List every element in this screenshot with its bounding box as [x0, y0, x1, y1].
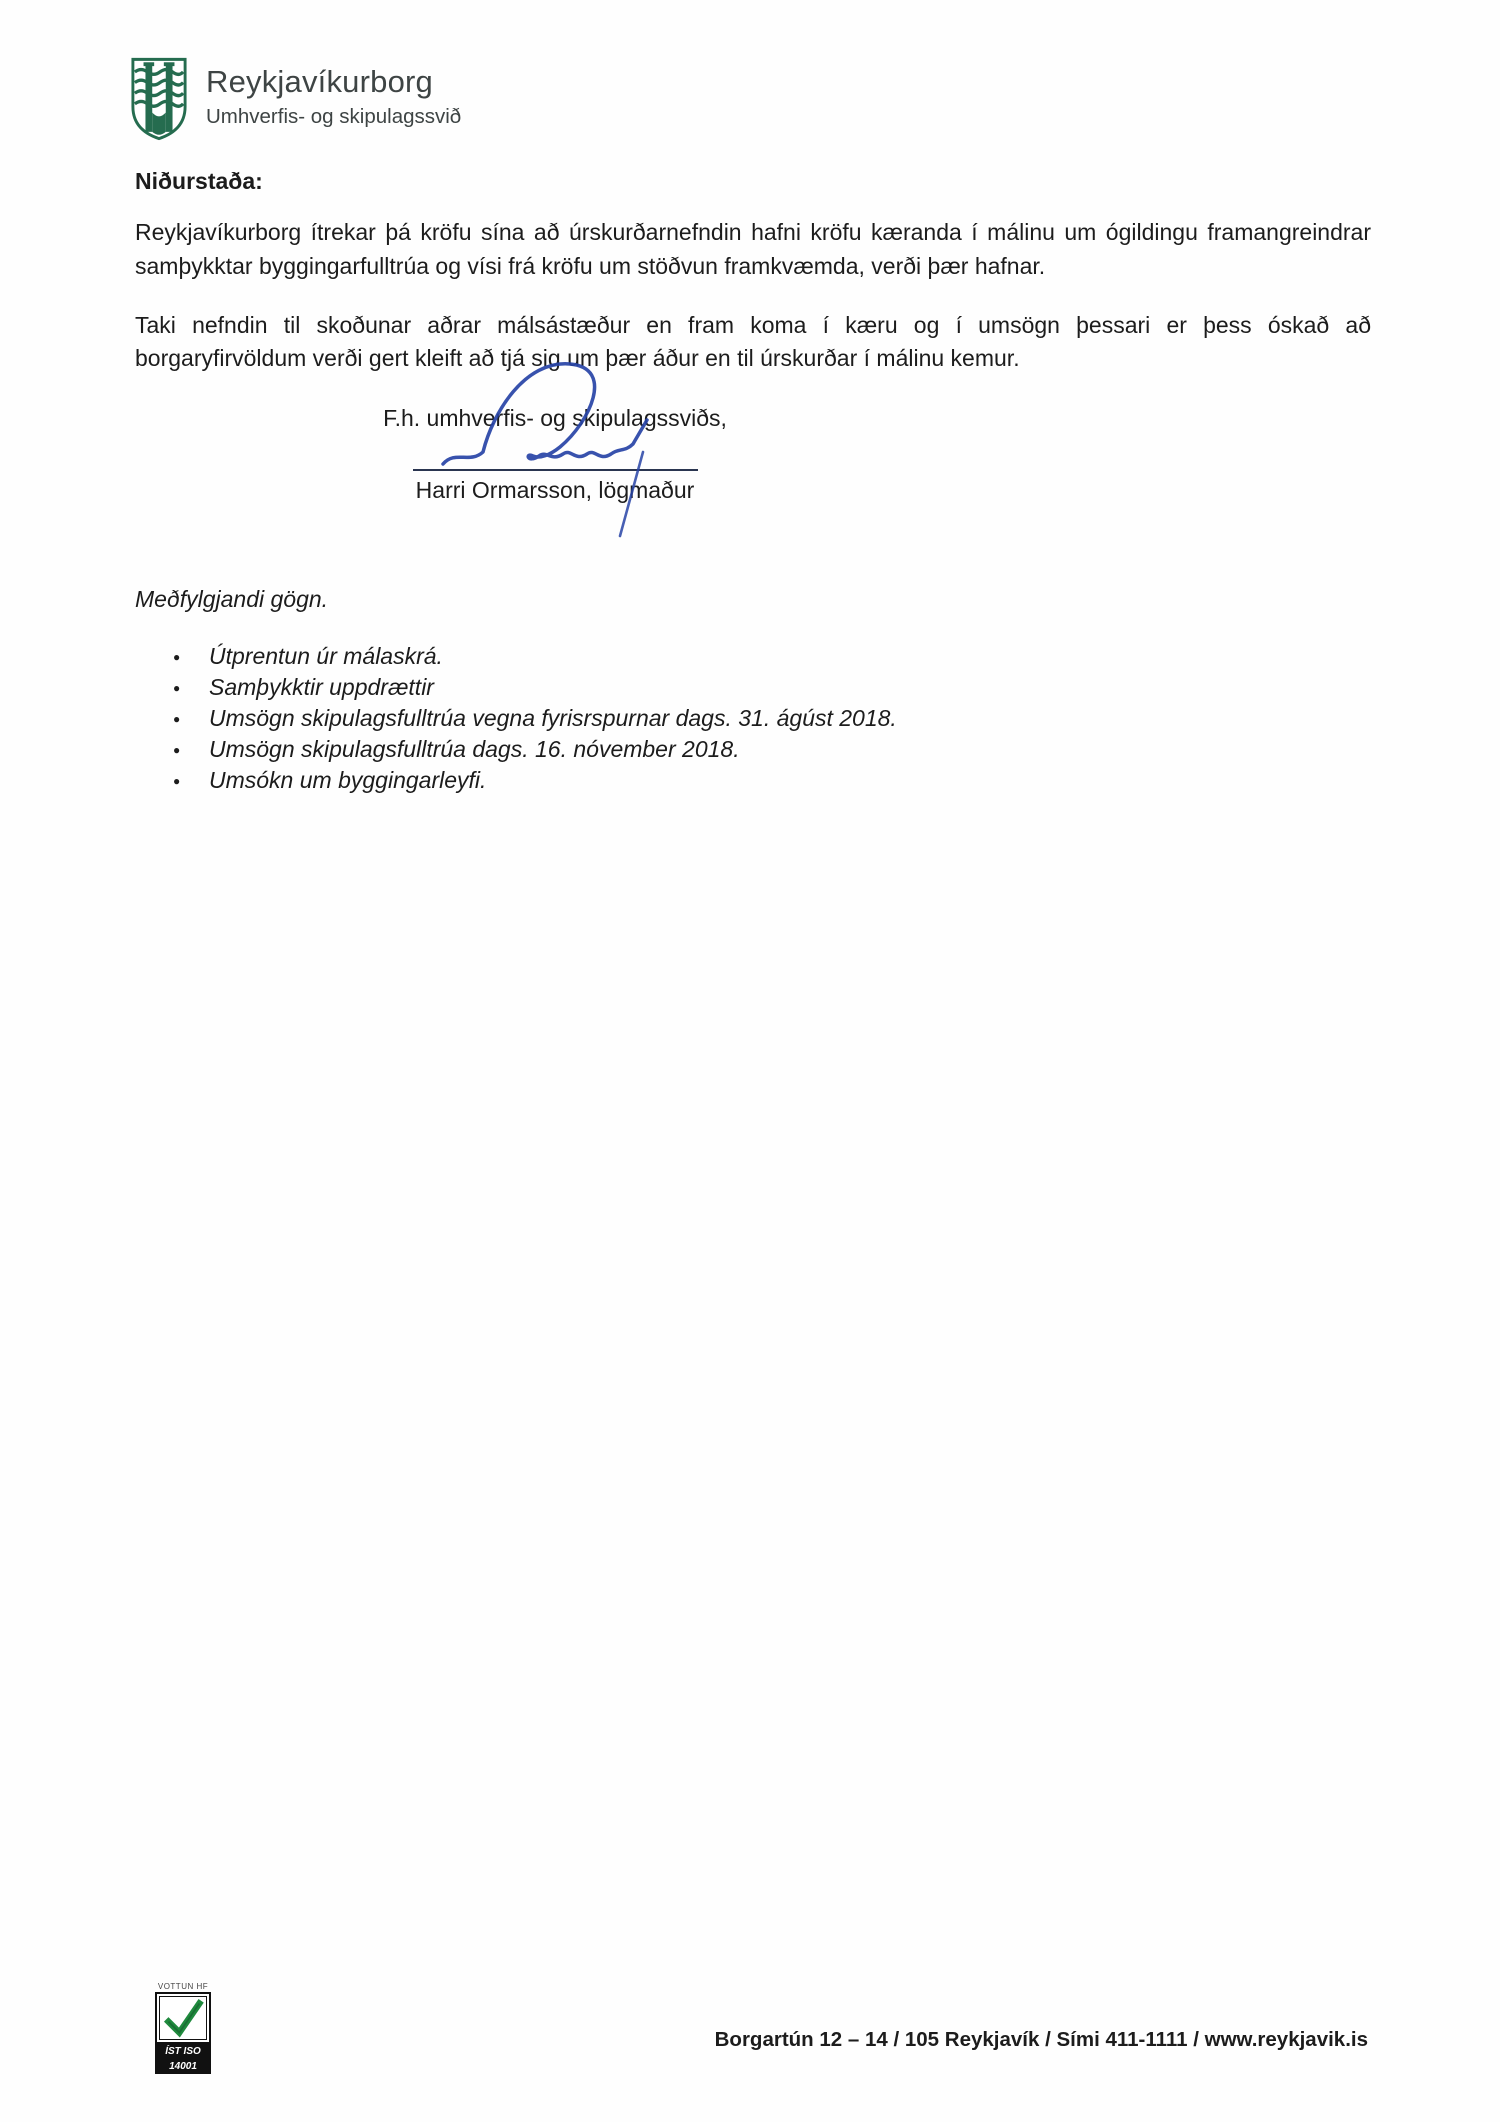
signature-line — [413, 469, 698, 471]
attachment-item — [173, 703, 1371, 734]
iso-checkmark-box — [155, 1992, 211, 2044]
attachment-item — [173, 641, 1371, 672]
attachment-text: Umsögn skipulagsfulltrúa dags. 16. nóvember 2018. — [209, 735, 740, 762]
attachment-text: Samþykktir uppdrættir — [209, 673, 434, 700]
attachment-text: Útprentun úr málaskrá. — [209, 642, 443, 669]
signature-space — [345, 435, 765, 469]
org-department: Umhverfis- og skipulagssvið — [206, 105, 462, 128]
attachments-heading: Meðfylgjandi gögn. — [135, 586, 329, 613]
attachments-section — [135, 583, 1371, 795]
reykjavik-coat-of-arms-icon — [130, 56, 188, 142]
result-heading: Niðurstaða: — [135, 168, 263, 194]
letterhead — [130, 56, 461, 142]
checkmark-icon — [161, 1998, 205, 2038]
letter-body — [135, 165, 1371, 796]
attachment-item — [173, 765, 1371, 796]
org-name: Reykjavíkurborg — [206, 64, 433, 99]
signature-intro: F.h. umhverfis- og skipulagssviðs, — [383, 404, 727, 431]
paragraph-claim: Reykjavíkurborg ítrekar þá kröfu sína að úrskurðarnefndin hafni kröfu kæranda í málinu um ógildingu framangreindrar samþykktar byggingarfulltrúa og vísi frá kröfu um stöðvun framkvæmda, verði þær hafnar. — [135, 219, 1371, 279]
iso-certification-mark — [152, 1982, 214, 2074]
signatory-name: Harri Ormarsson, lögmaður — [415, 477, 695, 504]
iso-certifier-label: VOTTUN HF — [157, 1982, 209, 1991]
attachment-item — [173, 734, 1371, 765]
signature-block — [345, 402, 765, 508]
attachment-list — [173, 641, 1371, 796]
attachment-item — [173, 672, 1371, 703]
attachment-text: Umsókn um byggingarleyfi. — [209, 766, 487, 793]
footer-address: Borgartún 12 – 14 / 105 Reykjavík / Sími 411-1111 / www.reykjavik.is — [714, 2028, 1368, 2051]
iso-standard-label: ÍST ISO 14001 — [155, 2044, 211, 2074]
attachment-text: Umsögn skipulagsfulltrúa vegna fyrisrspurnar dags. 31. ágúst 2018. — [209, 704, 897, 731]
org-identity — [206, 56, 461, 129]
paragraph-request: Taki nefndin til skoðunar aðrar málsástæður en fram koma í kæru og í umsögn þessari er þess óskað að borgaryfirvöldum verði gert kleift að tjá sig um þær áður en til úrskurðar í málinu kemur. — [135, 312, 1371, 372]
